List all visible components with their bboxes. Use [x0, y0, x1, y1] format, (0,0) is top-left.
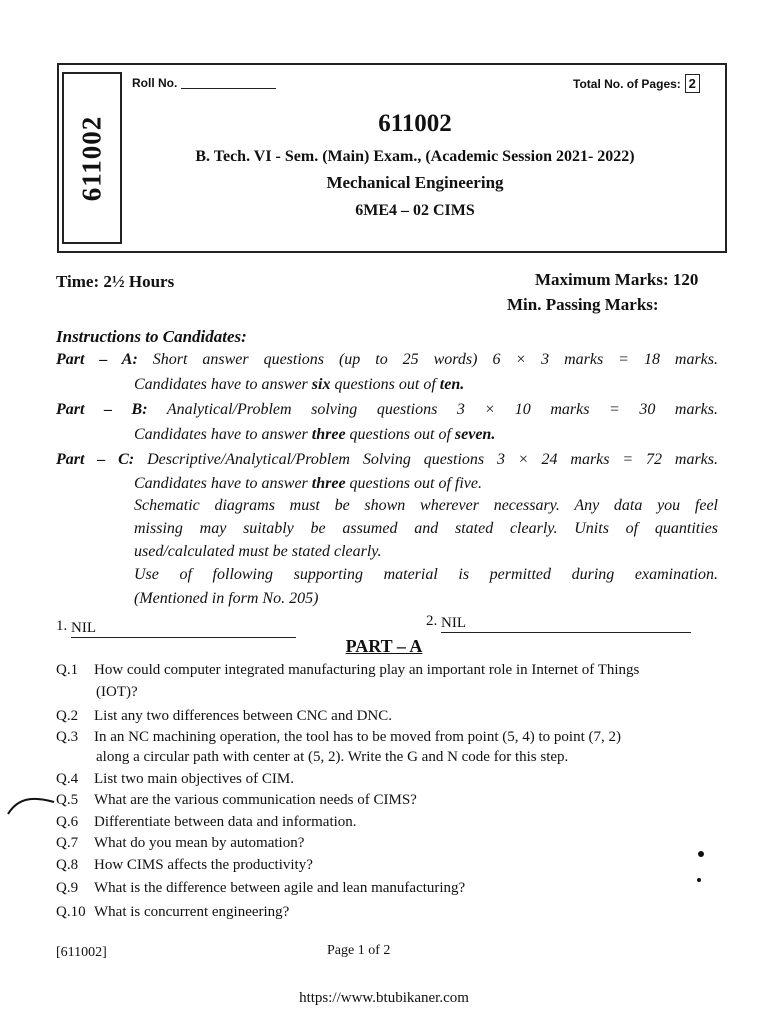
- question-item: Q.9 What is the difference between agile and lean manufacturing?: [56, 880, 466, 896]
- question-item: Q.7 What do you mean by automation?: [56, 835, 305, 851]
- instruction-note-line: (Mentioned in form No. 205): [134, 590, 319, 607]
- pen-mark-arrow-icon: [4, 792, 56, 818]
- question-continuation: along a circular path with center at (5, 2). Write the G and N code for this step.: [96, 749, 569, 765]
- question-item: Q.8 How CIMS affects the productivity?: [56, 857, 313, 873]
- question-item: Q.10 What is concurrent engineering?: [56, 904, 290, 920]
- instruction-part-c-sub: Candidates have to answer three questions out of five.: [134, 475, 482, 492]
- footer-page-number: Page 1 of 2: [327, 943, 391, 958]
- instruction-part-b: Part – B: Analytical/Problem solving questions 3 × 10 marks = 30 marks.: [56, 401, 718, 418]
- total-pages: Total No. of Pages: 2: [573, 74, 700, 93]
- roll-number-field: Roll No.: [132, 76, 276, 90]
- question-item: Q.2 List any two differences between CNC and DNC.: [56, 708, 392, 724]
- material-item-1: 1. NIL: [56, 618, 296, 638]
- material-item-2: 2. NIL: [426, 613, 691, 633]
- instruction-part-b-sub: Candidates have to answer three questions out of seven.: [134, 426, 496, 443]
- program-line: B. Tech. VI - Sem. (Main) Exam., (Academic Session 2021- 2022): [195, 148, 635, 165]
- side-code: 611002: [76, 115, 107, 201]
- footer-url: https://www.btubikaner.com: [299, 990, 469, 1006]
- instruction-note-line: Schematic diagrams must be shown wherever necessary. Any data you feel: [134, 497, 718, 514]
- question-item: Q.6 Differentiate between data and information.: [56, 814, 357, 830]
- min-passing-marks: Min. Passing Marks:: [507, 295, 659, 314]
- footer-paper-code: [611002]: [56, 945, 107, 960]
- instruction-part-a: Part – A: Short answer questions (up to 25 words) 6 × 3 marks = 18 marks.: [56, 351, 719, 368]
- question-item: Q.5 What are the various communication needs of CIMS?: [56, 792, 417, 808]
- part-a-heading: PART – A: [345, 636, 423, 656]
- exam-time: Time: 2½ Hours: [56, 272, 175, 291]
- question-item: Q.4 List two main objectives of CIM.: [56, 771, 294, 787]
- ink-dot-icon: [694, 848, 708, 888]
- question-continuation: (IOT)?: [96, 684, 138, 700]
- instruction-note-line: missing may suitably be assumed and stated clearly. Units of quantities: [134, 520, 718, 537]
- instruction-part-a-sub: Candidates have to answer six questions out of ten.: [134, 376, 465, 393]
- question-item: Q.1 How could computer integrated manufacturing play an important role in Internet of Things: [56, 662, 640, 678]
- question-item: Q.3 In an NC machining operation, the tool has to be moved from point (5, 4) to point (7, 2): [56, 729, 621, 745]
- subject-line: 6ME4 – 02 CIMS: [355, 202, 475, 219]
- instruction-part-c: Part – C: Descriptive/Analytical/Problem Solving questions 3 × 24 marks = 72 marks.: [56, 451, 719, 468]
- total-pages-value: 2: [685, 74, 700, 93]
- instruction-note-line: Use of following supporting material is permitted during examination.: [134, 566, 718, 583]
- maximum-marks: Maximum Marks: 120: [535, 270, 699, 289]
- instructions-title: Instructions to Candidates:: [56, 327, 247, 346]
- paper-code: 611002: [378, 110, 452, 137]
- instruction-note-line: used/calculated must be stated clearly.: [134, 543, 382, 560]
- branch-line: Mechanical Engineering: [326, 173, 504, 192]
